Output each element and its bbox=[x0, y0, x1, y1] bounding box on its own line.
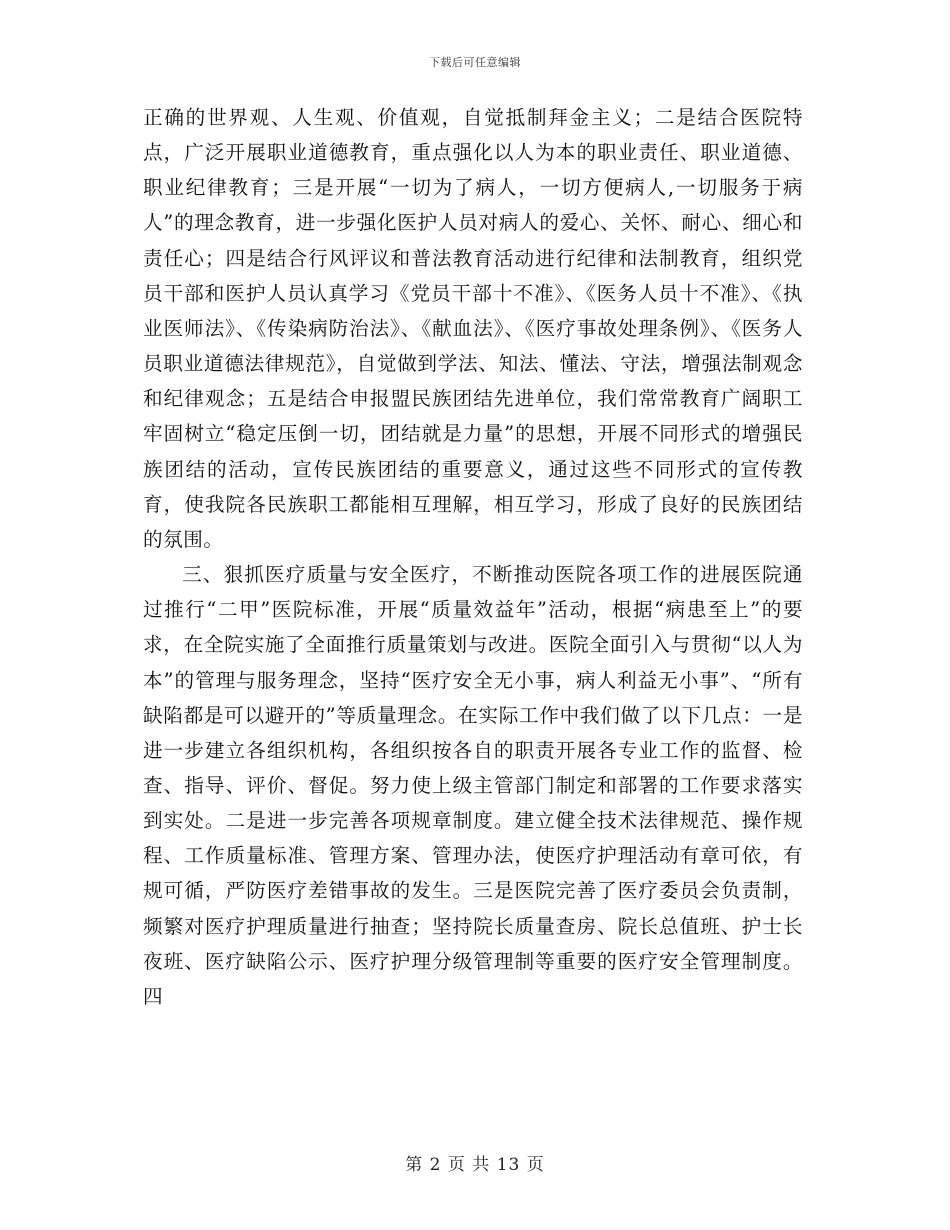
paragraph-1: 正确的世界观、人生观、价值观，自觉抵制拜金主义；二是结合医院特点，广泛开展职业道德教育，重点强化以人为本的职业责任、职业道德、职业纪律教育；三是开展“一切为了病人，一切方便病人,一切服务于病人”的理念教育，进一步强化医护人员对病人的爱心、关怀、耐心、细心和责任心；四是结合行风评议和普法教育活动进行纪律和法制教育，组织党员干部和医护人员认真学习《党员干部十不准》、《医务人员十不准》、《执业医师法》、《传染病防治法》、《献血法》、《医疗事故处理条例》、《医务人员职业道德法律规范》，自觉做到学法、知法、懂法、守法，增强法制观念和纪律观念；五是结合申报盟民族团结先进单位，我们常常教育广阔职工牢固树立“稳定压倒一切，团结就是力量”的思想，开展不同形式的增强民族团结的活动，宣传民族团结的重要意义，通过这些不同形式的宣传教育，使我院各民族职工都能相互理解，相互学习，形成了良好的民族团结的氛围。 bbox=[143, 106, 803, 551]
document-body bbox=[143, 100, 803, 1014]
paragraph-2: 三、狠抓医疗质量与安全医疗，不断推动医院各项工作的进展医院通过推行“二甲”医院标准，开展“质量效益年”活动，根据“病患至上”的要求，在全院实施了全面推行质量策划与改进。医院全面引入与贯彻“以人为本”的管理与服务理念，坚持“医疗安全无小事，病人利益无小事”、“所有缺陷都是可以避开的”等质量理念。在实际工作中我们做了以下几点：一是进一步建立各组织机构，各组织按各自的职责开展各专业工作的监督、检查、指导、评价、督促。努力使上级主管部门制定和部署的工作要求落实到实处。二是进一步完善各项规章制度。建立健全技术法律规范、操作规程、工作质量标准、管理方案、管理办法，使医疗护理活动有章可依，有规可循，严防医疗差错事故的发生。三是医院完善了医疗委员会负责制，频繁对医疗护理质量进行抽查；坚持院长质量查房、院长总值班、护士长夜班、医疗缺陷公示、医疗护理分级管理制等重要的医疗安全管理制度。四 bbox=[143, 563, 803, 1008]
page-header: 下载后可任意编辑 bbox=[429, 56, 521, 69]
page-number-footer: 第 2 页 共 13 页 bbox=[405, 1155, 545, 1175]
